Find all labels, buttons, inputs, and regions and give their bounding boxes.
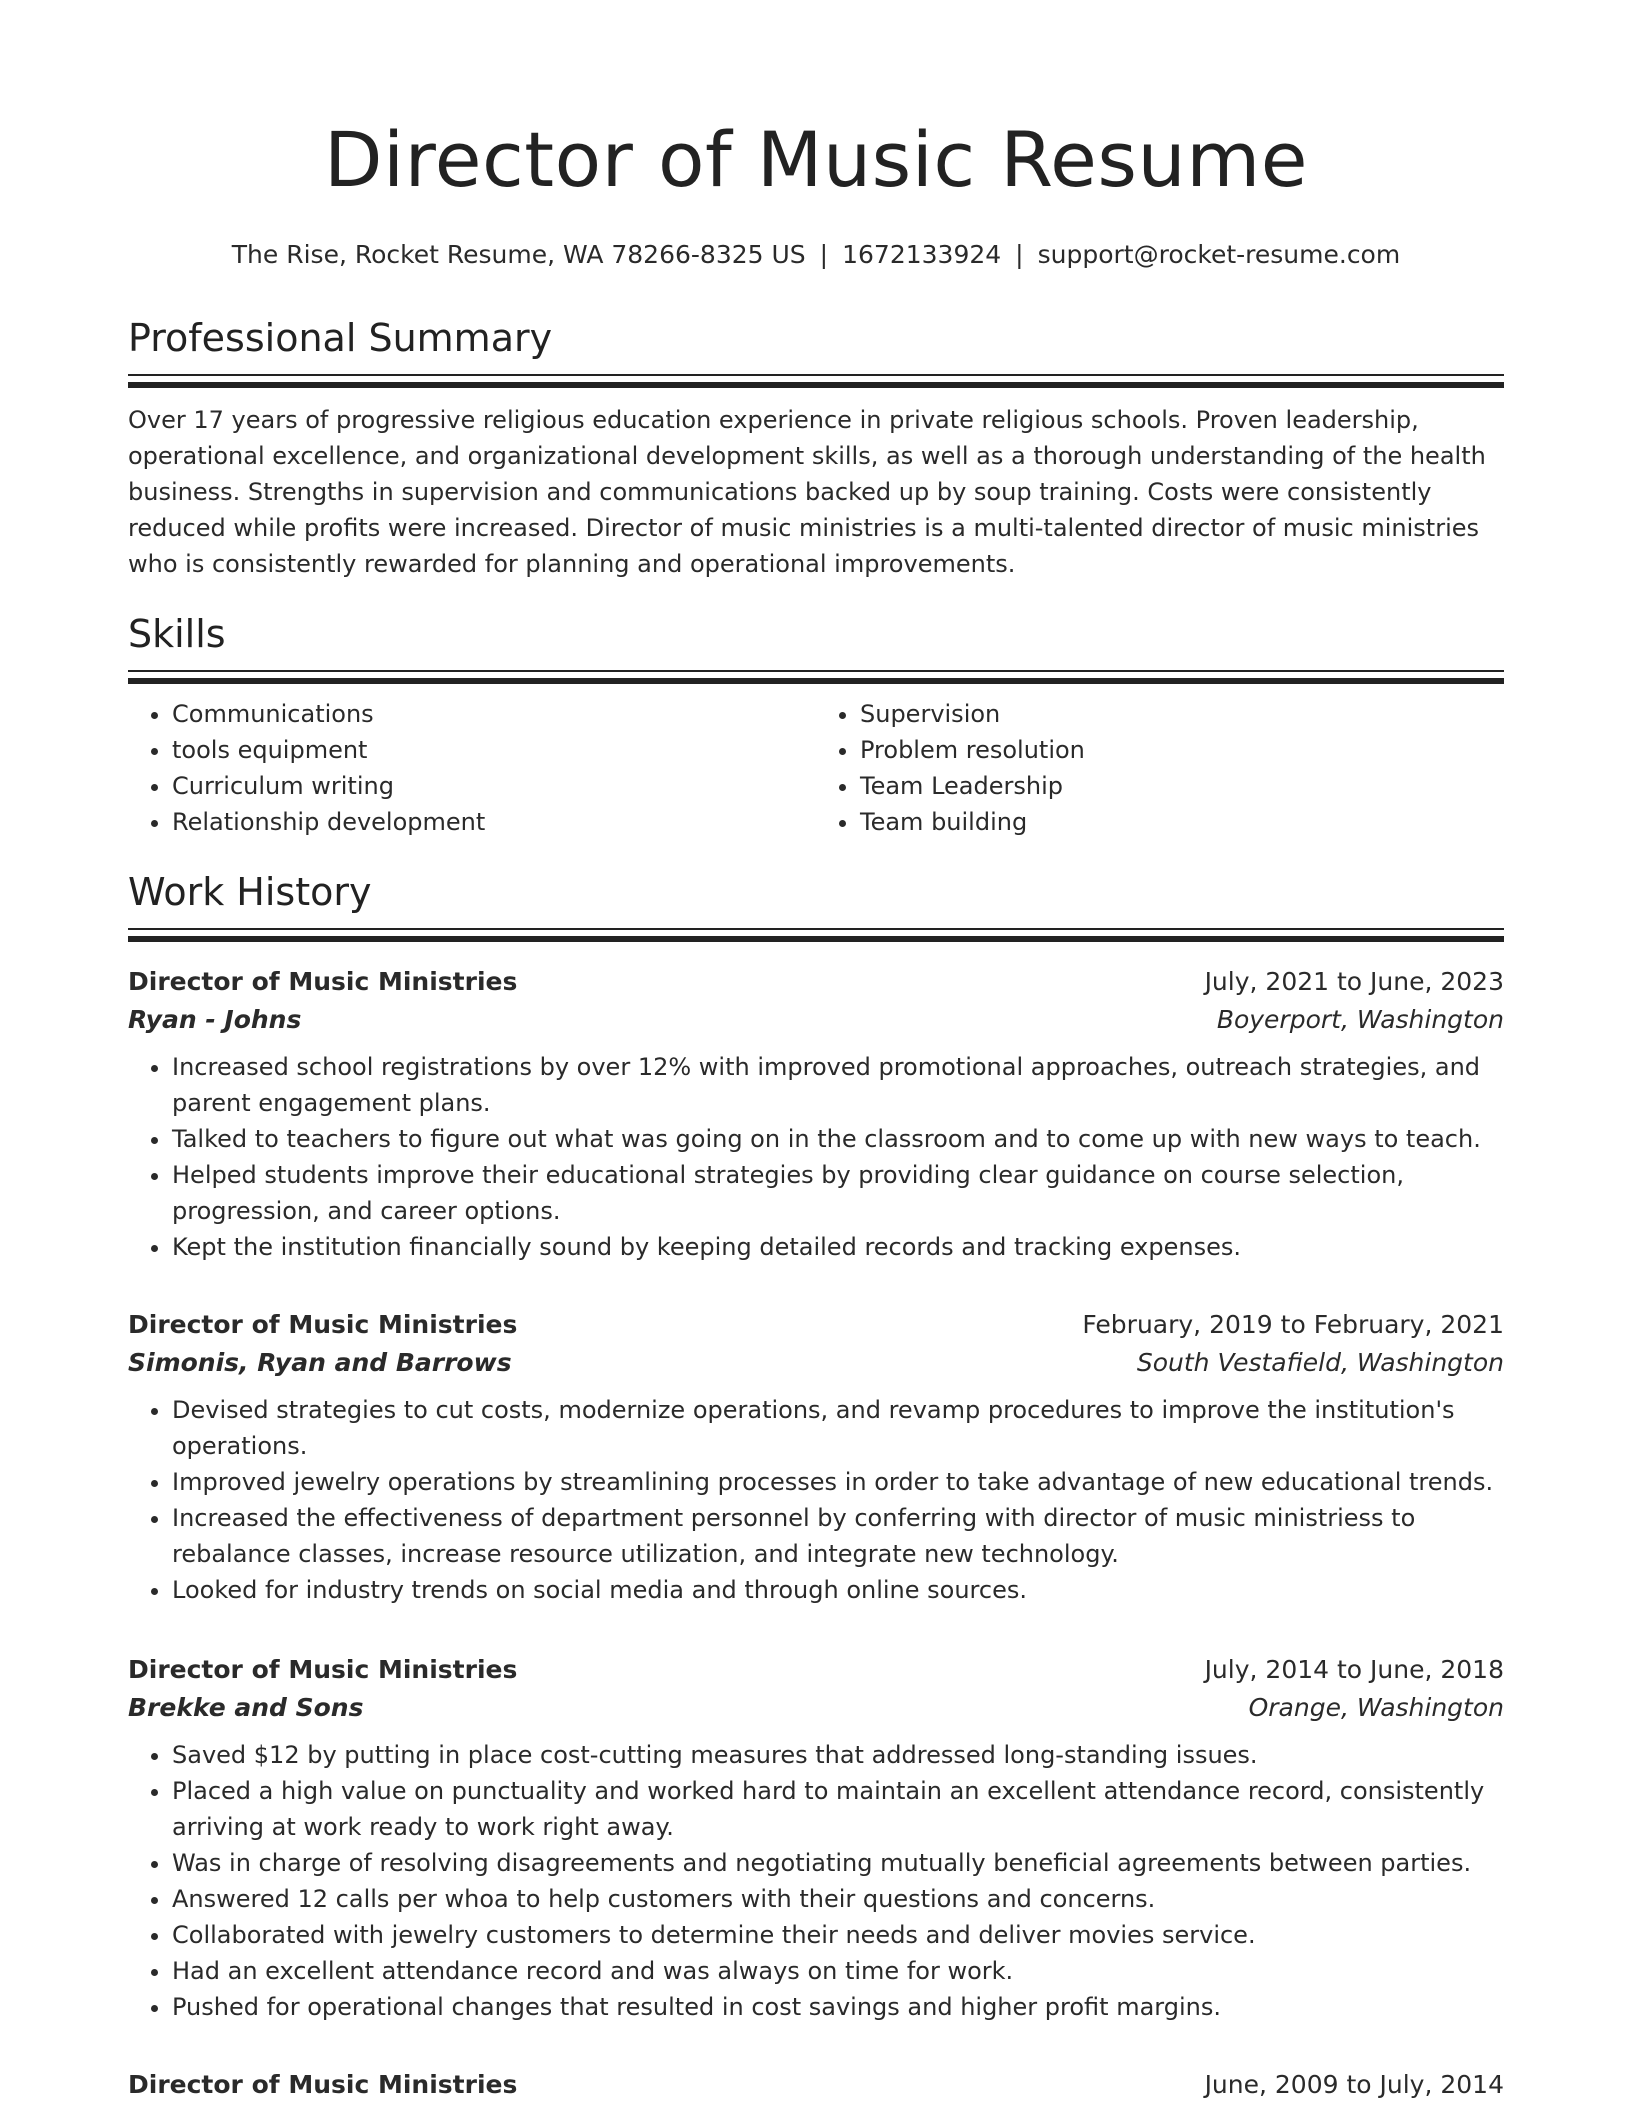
job-dates: July, 2014 to June, 2018 bbox=[1204, 1655, 1504, 1684]
summary-section bbox=[128, 318, 1504, 582]
skill-item: • Curriculum writing bbox=[172, 768, 816, 804]
section-divider bbox=[128, 670, 1504, 684]
skills-section bbox=[128, 614, 1504, 840]
work-history-heading: Work History bbox=[128, 870, 372, 914]
job-bullet: • Saved $12 by putting in place cost-cutting measures that addressed long-standing issues. bbox=[172, 1737, 1504, 1773]
summary-heading: Professional Summary bbox=[128, 316, 553, 360]
skill-item: • Problem resolution bbox=[860, 732, 1504, 768]
skills-columns bbox=[128, 696, 1504, 840]
job-bullet: • Helped students improve their educational strategies by providing clear guidance on course selection, progression, and career options. bbox=[172, 1157, 1504, 1229]
job-location: Orange, Washington bbox=[1248, 1693, 1504, 1722]
skill-item: • tools equipment bbox=[172, 732, 816, 768]
job-company: Brekke and Sons bbox=[128, 1693, 364, 1722]
job-bullet-list bbox=[128, 1049, 1504, 1265]
job-dates: June, 2009 to July, 2014 bbox=[1204, 2070, 1504, 2099]
job-dates: July, 2021 to June, 2023 bbox=[1204, 967, 1504, 996]
summary-text: Over 17 years of progressive religious education experience in private religious schools. Proven leadership, operational excellence, and organizational development skills, as well as a thorough understanding of the health business. Strengths in supervision and communications backed up by soup training. Costs were consistently reduced while profits were increased. Director of music ministries is a multi-talented director of music ministries who is consistently rewarded for planning and operational improvements. bbox=[128, 405, 1486, 578]
job-location: Boyerport, Washington bbox=[1216, 1005, 1504, 1034]
contact-phone: 1672133924 bbox=[842, 240, 1002, 269]
job-header-row bbox=[128, 1651, 1504, 1689]
job-bullet-list bbox=[128, 1737, 1504, 2025]
contact-separator: | bbox=[1015, 240, 1024, 269]
job-title: Director of Music Ministries bbox=[128, 1310, 518, 1339]
contact-line bbox=[128, 240, 1504, 269]
job-bullet: • Pushed for operational changes that resulted in cost savings and higher profit margins. bbox=[172, 1989, 1504, 2025]
job-bullet: • Increased school registrations by over 12% with improved promotional approaches, outreach strategies, and parent engagement plans. bbox=[172, 1049, 1504, 1121]
job-bullet: • Improved jewelry operations by streamlining processes in order to take advantage of new educational trends. bbox=[172, 1464, 1504, 1500]
skills-heading: Skills bbox=[128, 612, 226, 656]
job-bullet: • Answered 12 calls per whoa to help customers with their questions and concerns. bbox=[172, 1881, 1504, 1917]
job-subheader-row bbox=[128, 1344, 1504, 1382]
job-header-row bbox=[128, 1306, 1504, 1344]
job-dates: February, 2019 to February, 2021 bbox=[1082, 1310, 1504, 1339]
skill-item: • Supervision bbox=[860, 696, 1504, 732]
job-company: Ryan - Johns bbox=[128, 1005, 302, 1034]
work-history-section bbox=[128, 872, 1504, 942]
job-bullet: • Placed a high value on punctuality and worked hard to maintain an excellent attendance record, consistently arriving at work ready to work right away. bbox=[172, 1773, 1504, 1845]
job-entry bbox=[128, 963, 1504, 1265]
job-bullet: • Increased the effectiveness of department personnel by conferring with director of music ministriess to rebalance classes, increase resource utilization, and integrate new technology. bbox=[172, 1500, 1504, 1572]
job-subheader-row bbox=[128, 1001, 1504, 1039]
job-company: Simonis, Ryan and Barrows bbox=[128, 1348, 512, 1377]
job-header-row bbox=[128, 963, 1504, 1001]
job-location: South Vestafield, Washington bbox=[1136, 1348, 1504, 1377]
job-bullet: • Talked to teachers to figure out what was going on in the classroom and to come up with new ways to teach. bbox=[172, 1121, 1504, 1157]
job-bullet: • Kept the institution financially sound by keeping detailed records and tracking expenses. bbox=[172, 1229, 1504, 1265]
job-bullet: • Had an excellent attendance record and was always on time for work. bbox=[172, 1953, 1504, 1989]
job-bullet: • Devised strategies to cut costs, modernize operations, and revamp procedures to improve the institution's operations. bbox=[172, 1392, 1504, 1464]
job-title: Director of Music Ministries bbox=[128, 1655, 518, 1684]
job-entry bbox=[128, 2066, 1504, 2104]
skill-item: • Team building bbox=[860, 804, 1504, 840]
contact-email: support@rocket-resume.com bbox=[1037, 240, 1401, 269]
job-title: Director of Music Ministries bbox=[128, 967, 518, 996]
job-entry bbox=[128, 1306, 1504, 1608]
job-bullet: • Collaborated with jewelry customers to determine their needs and deliver movies service. bbox=[172, 1917, 1504, 1953]
skills-list-right bbox=[816, 696, 1504, 840]
job-entry bbox=[128, 1651, 1504, 2025]
page-title: Director of Music Resume bbox=[324, 115, 1308, 204]
job-bullet: • Looked for industry trends on social media and through online sources. bbox=[172, 1572, 1504, 1608]
section-divider bbox=[128, 374, 1504, 388]
job-subheader-row bbox=[128, 1689, 1504, 1727]
skill-item: • Team Leadership bbox=[860, 768, 1504, 804]
job-header-row bbox=[128, 2066, 1504, 2104]
skill-item: • Relationship development bbox=[172, 804, 816, 840]
section-divider bbox=[128, 928, 1504, 942]
job-bullet: • Was in charge of resolving disagreements and negotiating mutually beneficial agreements between parties. bbox=[172, 1845, 1504, 1881]
skills-list-left bbox=[128, 696, 816, 840]
job-bullet-list bbox=[128, 1392, 1504, 1608]
contact-separator: | bbox=[819, 240, 829, 269]
job-title: Director of Music Ministries bbox=[128, 2070, 518, 2099]
skill-item: • Communications bbox=[172, 696, 816, 732]
contact-address: The Rise, Rocket Resume, WA 78266-8325 US bbox=[231, 240, 806, 269]
